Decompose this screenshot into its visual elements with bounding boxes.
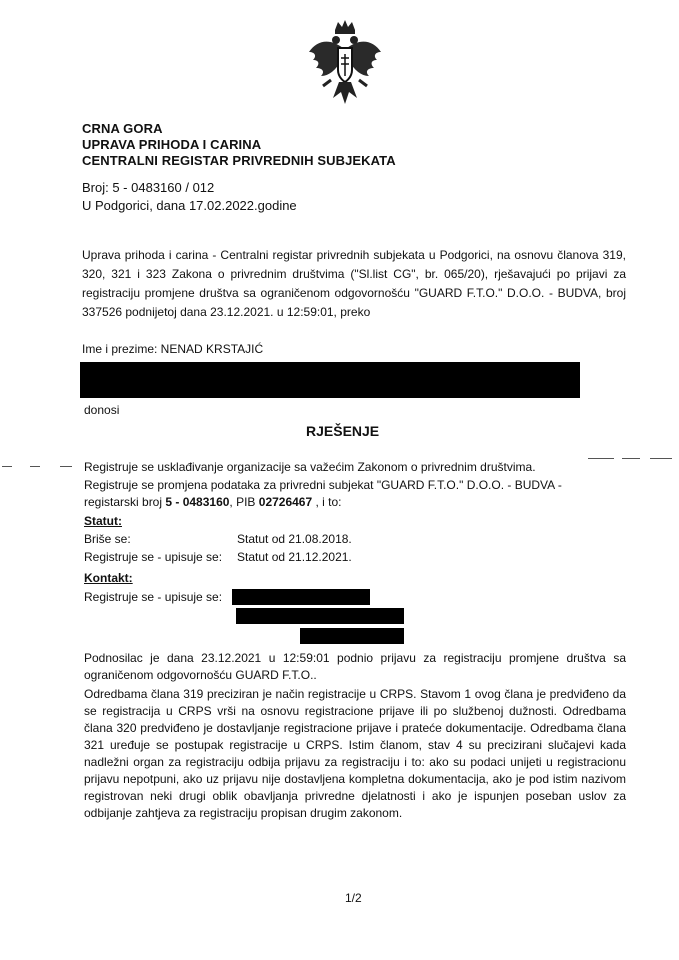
page-number: 1/2 [345,891,362,905]
intro-paragraph: Uprava prihoda i carina - Centralni registar privrednih subjekata u Podgorici, na osnovu članova 319, 320, 321 i 323 Zakona o privrednim društvima ("Sl.list CG", br. 065/20), rješavajući po prijavi za registraciju promjene društva sa ograničenom odgovornošću "GUARD F.T.O." D.O.O. - BUDVA, broj 337526 podnijetoj dana 23.12.2021. u 12:59:01, preko [82,248,626,319]
statut-brise-label: Briše se: [84,532,131,546]
statut-upisuje-label: Registruje se - upisuje se: [84,550,223,564]
scan-dash [2,466,12,467]
pib-number: 02726467 [258,495,313,509]
header-institution: UPRAVA PRIHODA I CARINA [82,137,262,152]
reg-line-suffix: , i to: [312,495,342,509]
document-number: Broj: 5 - 0483160 / 012 [82,180,215,195]
scan-dash [622,458,640,459]
statut-heading: Statut: [84,514,122,528]
scan-dash [650,458,672,459]
header-registry: CENTRALNI REGISTAR PRIVREDNIH SUBJEKATA [82,153,396,168]
scan-dash [60,466,72,467]
donosi-label: donosi [84,403,120,417]
coat-of-arms-emblem [305,18,385,110]
decision-line-2: Registruje se promjena podataka za privredni subjekat "GUARD F.T.O." D.O.O. - BUDVA - [84,478,562,492]
decision-line-3 [84,495,342,509]
registration-number: 5 - 0483160 [165,495,230,509]
explanation-paragraph-1: Podnosilac je dana 23.12.2021 u 12:59:01 podnio prijavu za registraciju promjene društva sa ograničenom odgovornošću GUARD F.T.O.. [84,651,626,682]
scan-dash [588,458,614,459]
explanation-paragraph-2: Odredbama člana 319 preciziran je način registracije u CRPS. Stavom 1 ovog člana je predviđeno da se registracija u CRPS vrši na osnovu registracione prijave ili po službenoj dužnosti. Odredbama člana 320 predviđeno je dostavljanje registracione prijave i prateće dokumentacije. Odredbama člana 321 uređuje se postupak registracije u CRPS. Istim članom, stav 4 su precizirani slučajevi kada nadležni organ za registraciju odbija prijavu za registraciju i to: ako su podaci unijeti u registracionu prijavu nepotpuni, ako uz prijavu nije dostavljena kompletna dokumentacija, ako je pod istim nazivom registrovan neki drugi oblik obavljanja privredne djelatnosti i ako je ispunjen poseban uslov za odbijanje zahtjeva za registraciju propisan drugim zakonom. [84,687,626,820]
scan-dash [30,466,40,467]
statut-upisuje-value: Statut od 21.12.2021. [237,550,352,564]
redacted-contact [236,608,404,624]
place-and-date: U Podgorici, dana 17.02.2022.godine [82,198,297,213]
pib-prefix: , PIB [229,495,259,509]
redacted-block [80,362,580,398]
kontakt-heading: Kontakt: [84,571,133,585]
applicant-name: Ime i prezime: NENAD KRSTAJIĆ [82,342,264,356]
header-country: CRNA GORA [82,121,163,136]
redacted-contact [232,589,370,605]
kontakt-upisuje-label: Registruje se - upisuje se: [84,590,223,604]
statut-brise-value: Statut od 21.08.2018. [237,532,352,546]
decision-line-1: Registruje se usklađivanje organizacije sa važećim Zakonom o privrednim društvima. [84,460,536,474]
decision-title: RJEŠENJE [306,423,380,439]
reg-number-prefix: registarski broj [84,495,166,509]
redacted-contact [300,628,404,644]
